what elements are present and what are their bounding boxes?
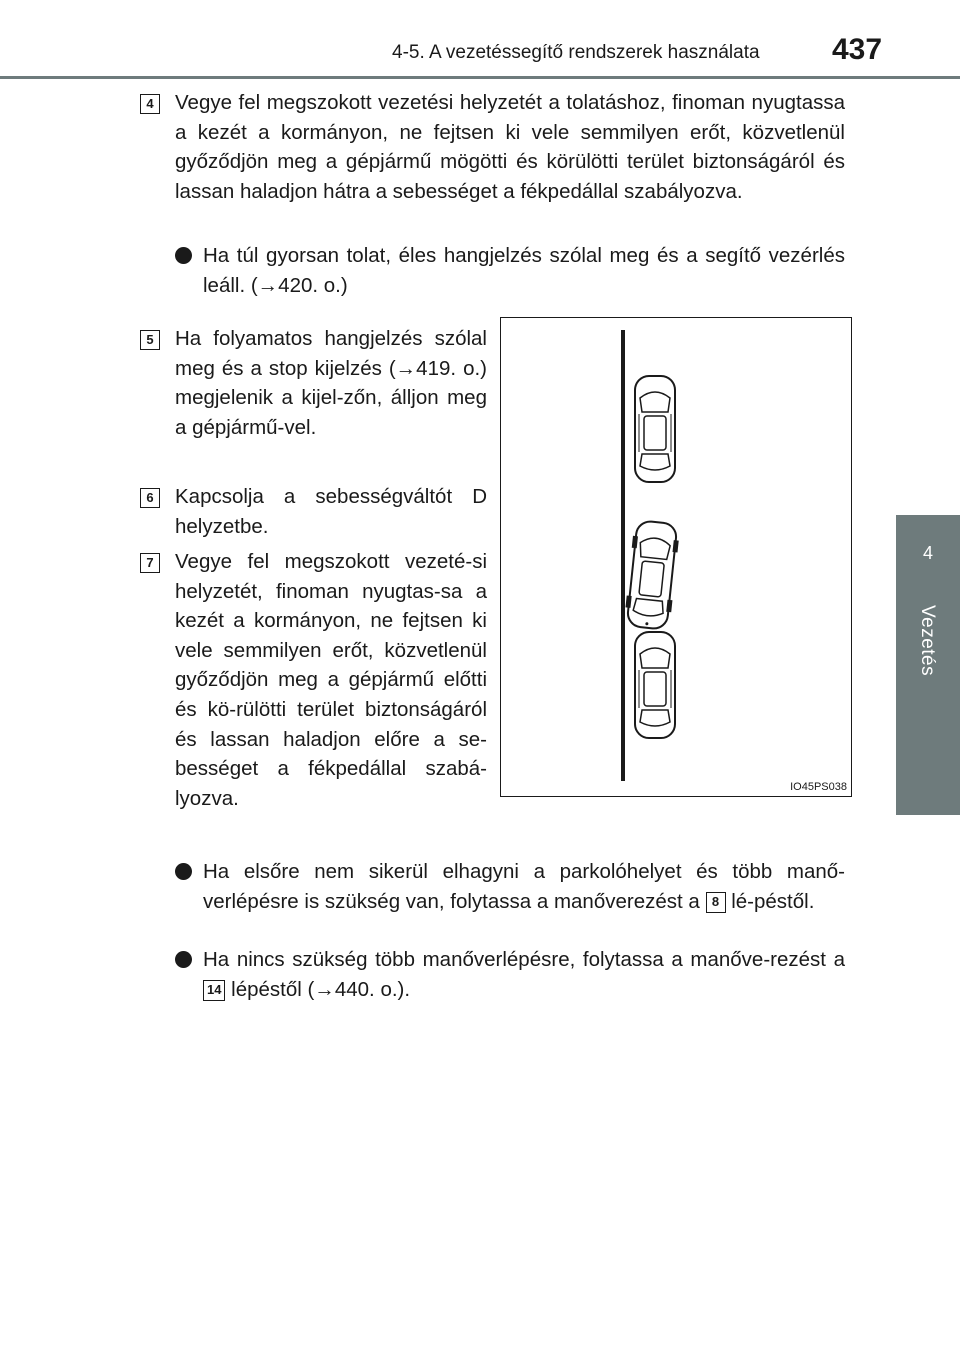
chapter-number: 4 bbox=[922, 543, 933, 563]
parked-car-icon bbox=[635, 376, 675, 482]
maneuvering-car-icon bbox=[624, 520, 681, 630]
step-4-marker: 4 bbox=[140, 94, 160, 114]
parking-illustration bbox=[500, 317, 852, 797]
step-4-bullet-text: Ha túl gyorsan tolat, éles hangjelzés szólal meg és a segítő vezérlés leáll. (→420. o.) bbox=[203, 244, 845, 297]
chapter-tab bbox=[896, 515, 960, 815]
bullet-icon bbox=[175, 951, 192, 968]
step-7-bullet-2 bbox=[175, 945, 845, 1004]
header-divider bbox=[0, 76, 960, 79]
figure-code: IO45PS038 bbox=[790, 781, 847, 793]
page-number: 437 bbox=[832, 33, 883, 66]
step-4-text: Vegye fel megszokott vezetési helyzetét a tolatáshoz, finoman nyugtassa a kezét a kormányon, ne fejtsen ki vele semmilyen erőt, közvetlenül győződjön meg a gépjármű mögötti és körülötti terület biztonságáról és lassan haladjon hátra a sebességet a fékpedállal szabályozva. bbox=[175, 91, 845, 203]
parked-car-icon bbox=[635, 632, 675, 738]
step-6-marker: 6 bbox=[140, 488, 160, 508]
step-7-bullet-2-text: Ha nincs szükség több manőverlépésre, folytassa a manőve-rezést a 14 lépéstől (→440. o.). bbox=[203, 948, 845, 1001]
step-7-bullet-1-text: Ha elsőre nem sikerül elhagyni a parkolóhelyet és több manő-verlépésre is szükség van, folytassa a manőverezést a 8 lé-péstől. bbox=[203, 860, 845, 913]
step-5-marker: 5 bbox=[140, 330, 160, 350]
step-6-text: Kapcsolja a sebességváltót D helyzetbe. bbox=[175, 485, 487, 538]
step-7-text: Vegye fel megszokott vezeté-si helyzetét, finoman nyugtas-sa a kezét a kormányon, ne fejtsen ki vele semmilyen erőt, közvetlenül győződjön meg a gépjármű előtti és kö-rülötti terület biztonságáról és lassan haladjon előre a se-bességet a fékpedállal szabá-lyozva. bbox=[175, 550, 487, 810]
parking-diagram bbox=[501, 318, 853, 798]
section-title: 4-5. A vezetéssegítő rendszerek használata bbox=[392, 42, 760, 63]
bullet-icon bbox=[175, 863, 192, 880]
step-5-text: Ha folyamatos hangjelzés szólal meg és a stop kijelzés (→419. o.) megjelenik a kijel-zőn, álljon meg a gépjármű-vel. bbox=[175, 327, 487, 439]
step-ref-8[interactable]: 8 bbox=[706, 892, 726, 913]
step-ref-14[interactable]: 14 bbox=[203, 980, 225, 1001]
step-7-marker: 7 bbox=[140, 553, 160, 573]
step-4-bullet bbox=[175, 241, 845, 300]
bullet-icon bbox=[175, 247, 192, 264]
step-7-bullet-1 bbox=[175, 857, 845, 916]
chapter-label: Vezetés bbox=[917, 605, 938, 677]
